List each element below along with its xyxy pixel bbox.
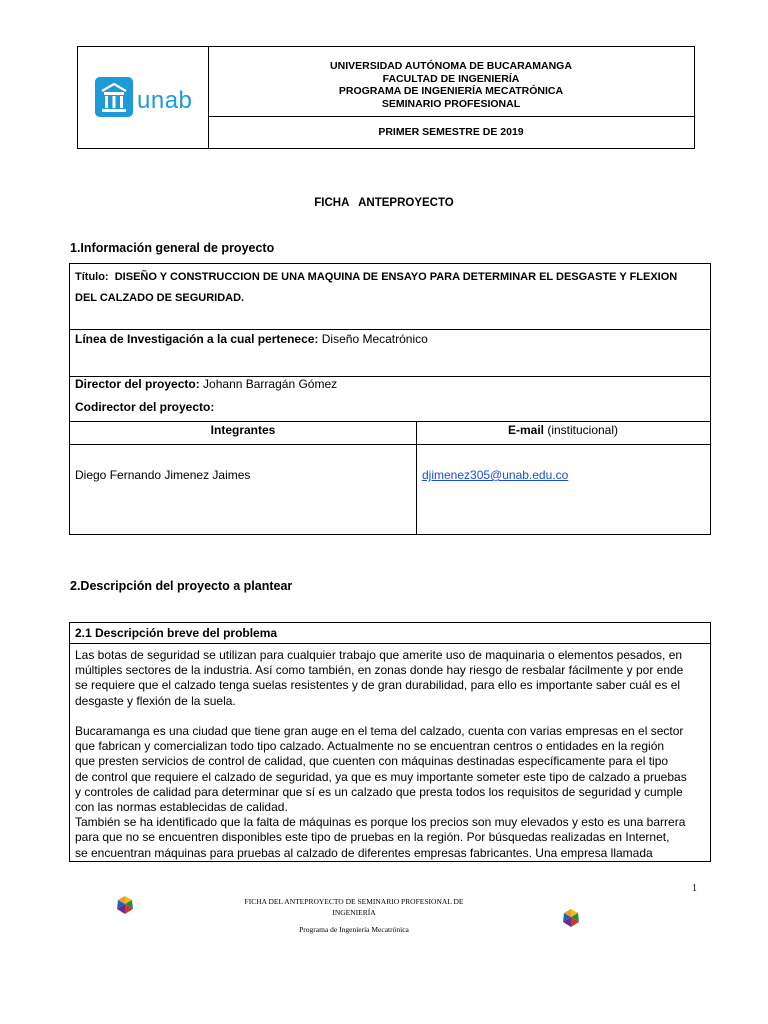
institution-line: SEMINARIO PROFESIONAL <box>381 97 521 110</box>
col-email-bold: E-mail <box>507 423 544 437</box>
semester-label: PRIMER SEMESTRE DE 2019 <box>378 126 524 138</box>
col-email-rest: (institucional) <box>547 423 619 437</box>
logo-cell <box>78 47 209 148</box>
column-divider <box>416 421 417 534</box>
director-label: Director del proyecto: <box>75 377 200 391</box>
unab-logo-icon <box>95 77 133 117</box>
section-1-heading: 1.Información general de proyecto <box>70 241 275 255</box>
page-number: 1 <box>692 883 697 894</box>
paragraph-2 <box>75 724 707 861</box>
footer-line: FICHA DEL ANTEPROYECTO DE SEMINARIO PROFESIONAL DE <box>244 897 464 906</box>
paragraph-line: se encuentran máquinas para pruebas al calzado de diferentes empresas fabricantes. Una empresa llamada <box>75 845 653 860</box>
row-divider <box>70 643 710 644</box>
codirector-label: Codirector del proyecto: <box>75 400 215 414</box>
institution-line: PROGRAMA DE INGENIERÍA MECATRÓNICA <box>338 85 564 97</box>
footer-line: INGENIERÍA <box>332 908 376 917</box>
document-title: FICHA ANTEPROYECTO <box>314 197 454 209</box>
sub-heading: 2.1 Descripción breve del problema <box>75 626 278 640</box>
titulo-value-cont: DEL CALZADO DE SEGURIDAD. <box>75 292 245 304</box>
header-table <box>77 46 695 149</box>
footer-text <box>204 896 504 918</box>
linea-label: Línea de Investigación a la cual pertenece: <box>75 332 319 346</box>
linea-value: Diseño Mecatrónico <box>321 332 428 346</box>
institution-title <box>208 47 694 117</box>
paragraph-line: desgaste y flexión de la suela. <box>75 693 236 708</box>
row-divider <box>70 444 710 445</box>
paragraph-line: También se ha identificado que la falta de máquinas es porque los precios son muy elevados y esto es una barrera <box>75 815 686 830</box>
institution-line: FACULTAD DE INGENIERÍA <box>382 72 520 85</box>
page-footer-area <box>0 862 768 1024</box>
institution-line: UNIVERSIDAD AUTÓNOMA DE BUCARAMANGA <box>330 60 572 72</box>
paragraph-line: y controles de calidad para determinar que sí es un calzado que presta todos los requisitos de seguridad y cumple <box>75 784 683 799</box>
paragraph-1 <box>75 648 707 709</box>
footer-program: Programa de Ingeniería Mecatrónica <box>299 925 409 934</box>
paragraph-line: Bucaramanga es una ciudad que tiene gran auge en el tema del calzado, cuenta con varias empresas en el sector <box>75 724 684 738</box>
row-divider <box>70 329 710 330</box>
footer-logo-left-icon <box>114 894 136 916</box>
col-email <box>416 423 710 437</box>
section-2-heading: 2.Descripción del proyecto a plantear <box>70 579 293 593</box>
titulo-value: DISEÑO Y CONSTRUCCION DE UNA MAQUINA DE ENSAYO PARA DETERMINAR EL DESGASTE Y FLEXION <box>114 271 678 283</box>
member-email-link[interactable] <box>422 468 568 482</box>
linea-row <box>75 332 428 346</box>
project-info-table <box>69 263 711 535</box>
logo-text: unab <box>137 87 193 114</box>
paragraph-line: se requiere que el calzado tenga suelas resistentes y de gran durabilidad, para ello es importante saber cuál es el <box>75 678 681 693</box>
director-value: Johann Barragán Gómez <box>203 377 338 391</box>
paragraph-line: de control que requiere el calzado de seguridad, ya que es muy importante someter este tipo de calzado a pruebas <box>75 769 687 784</box>
paragraph-line: múltiples sectores de la industria. Así como también, en zonas donde hay riesgo de resbalar fácilmente y por ende <box>75 663 684 678</box>
paragraph-line: que presten servicios de control de calidad, que cuenten con máquinas destinadas específicamente para el tipo <box>75 754 669 769</box>
member-name: Diego Fernando Jimenez Jaimes <box>75 468 251 482</box>
titulo-row <box>75 267 707 309</box>
row-divider <box>70 421 710 422</box>
paragraph-line: con las normas establecidas de calidad. <box>75 800 288 815</box>
member-email[interactable]: djimenez305@unab.edu.co <box>422 468 569 482</box>
paragraph-line: Las botas de seguridad se utilizan para cualquier trabajo que amerite uso de maquinaria o elementos pesados, en <box>75 648 683 662</box>
col-integrantes: Integrantes <box>210 423 276 437</box>
footer-logo-right-icon <box>560 907 582 929</box>
paragraph-line: para que no se encuentren disponibles este tipo de pruebas en la región. Por búsquedas realizadas en Internet, <box>75 830 670 845</box>
titulo-label: Título: <box>75 271 109 283</box>
director-row <box>75 377 337 391</box>
paragraph-line: que fabrican y comercializan todo tipo calzado. Actualmente no se encuentran centros o entidades en la región <box>75 739 665 754</box>
